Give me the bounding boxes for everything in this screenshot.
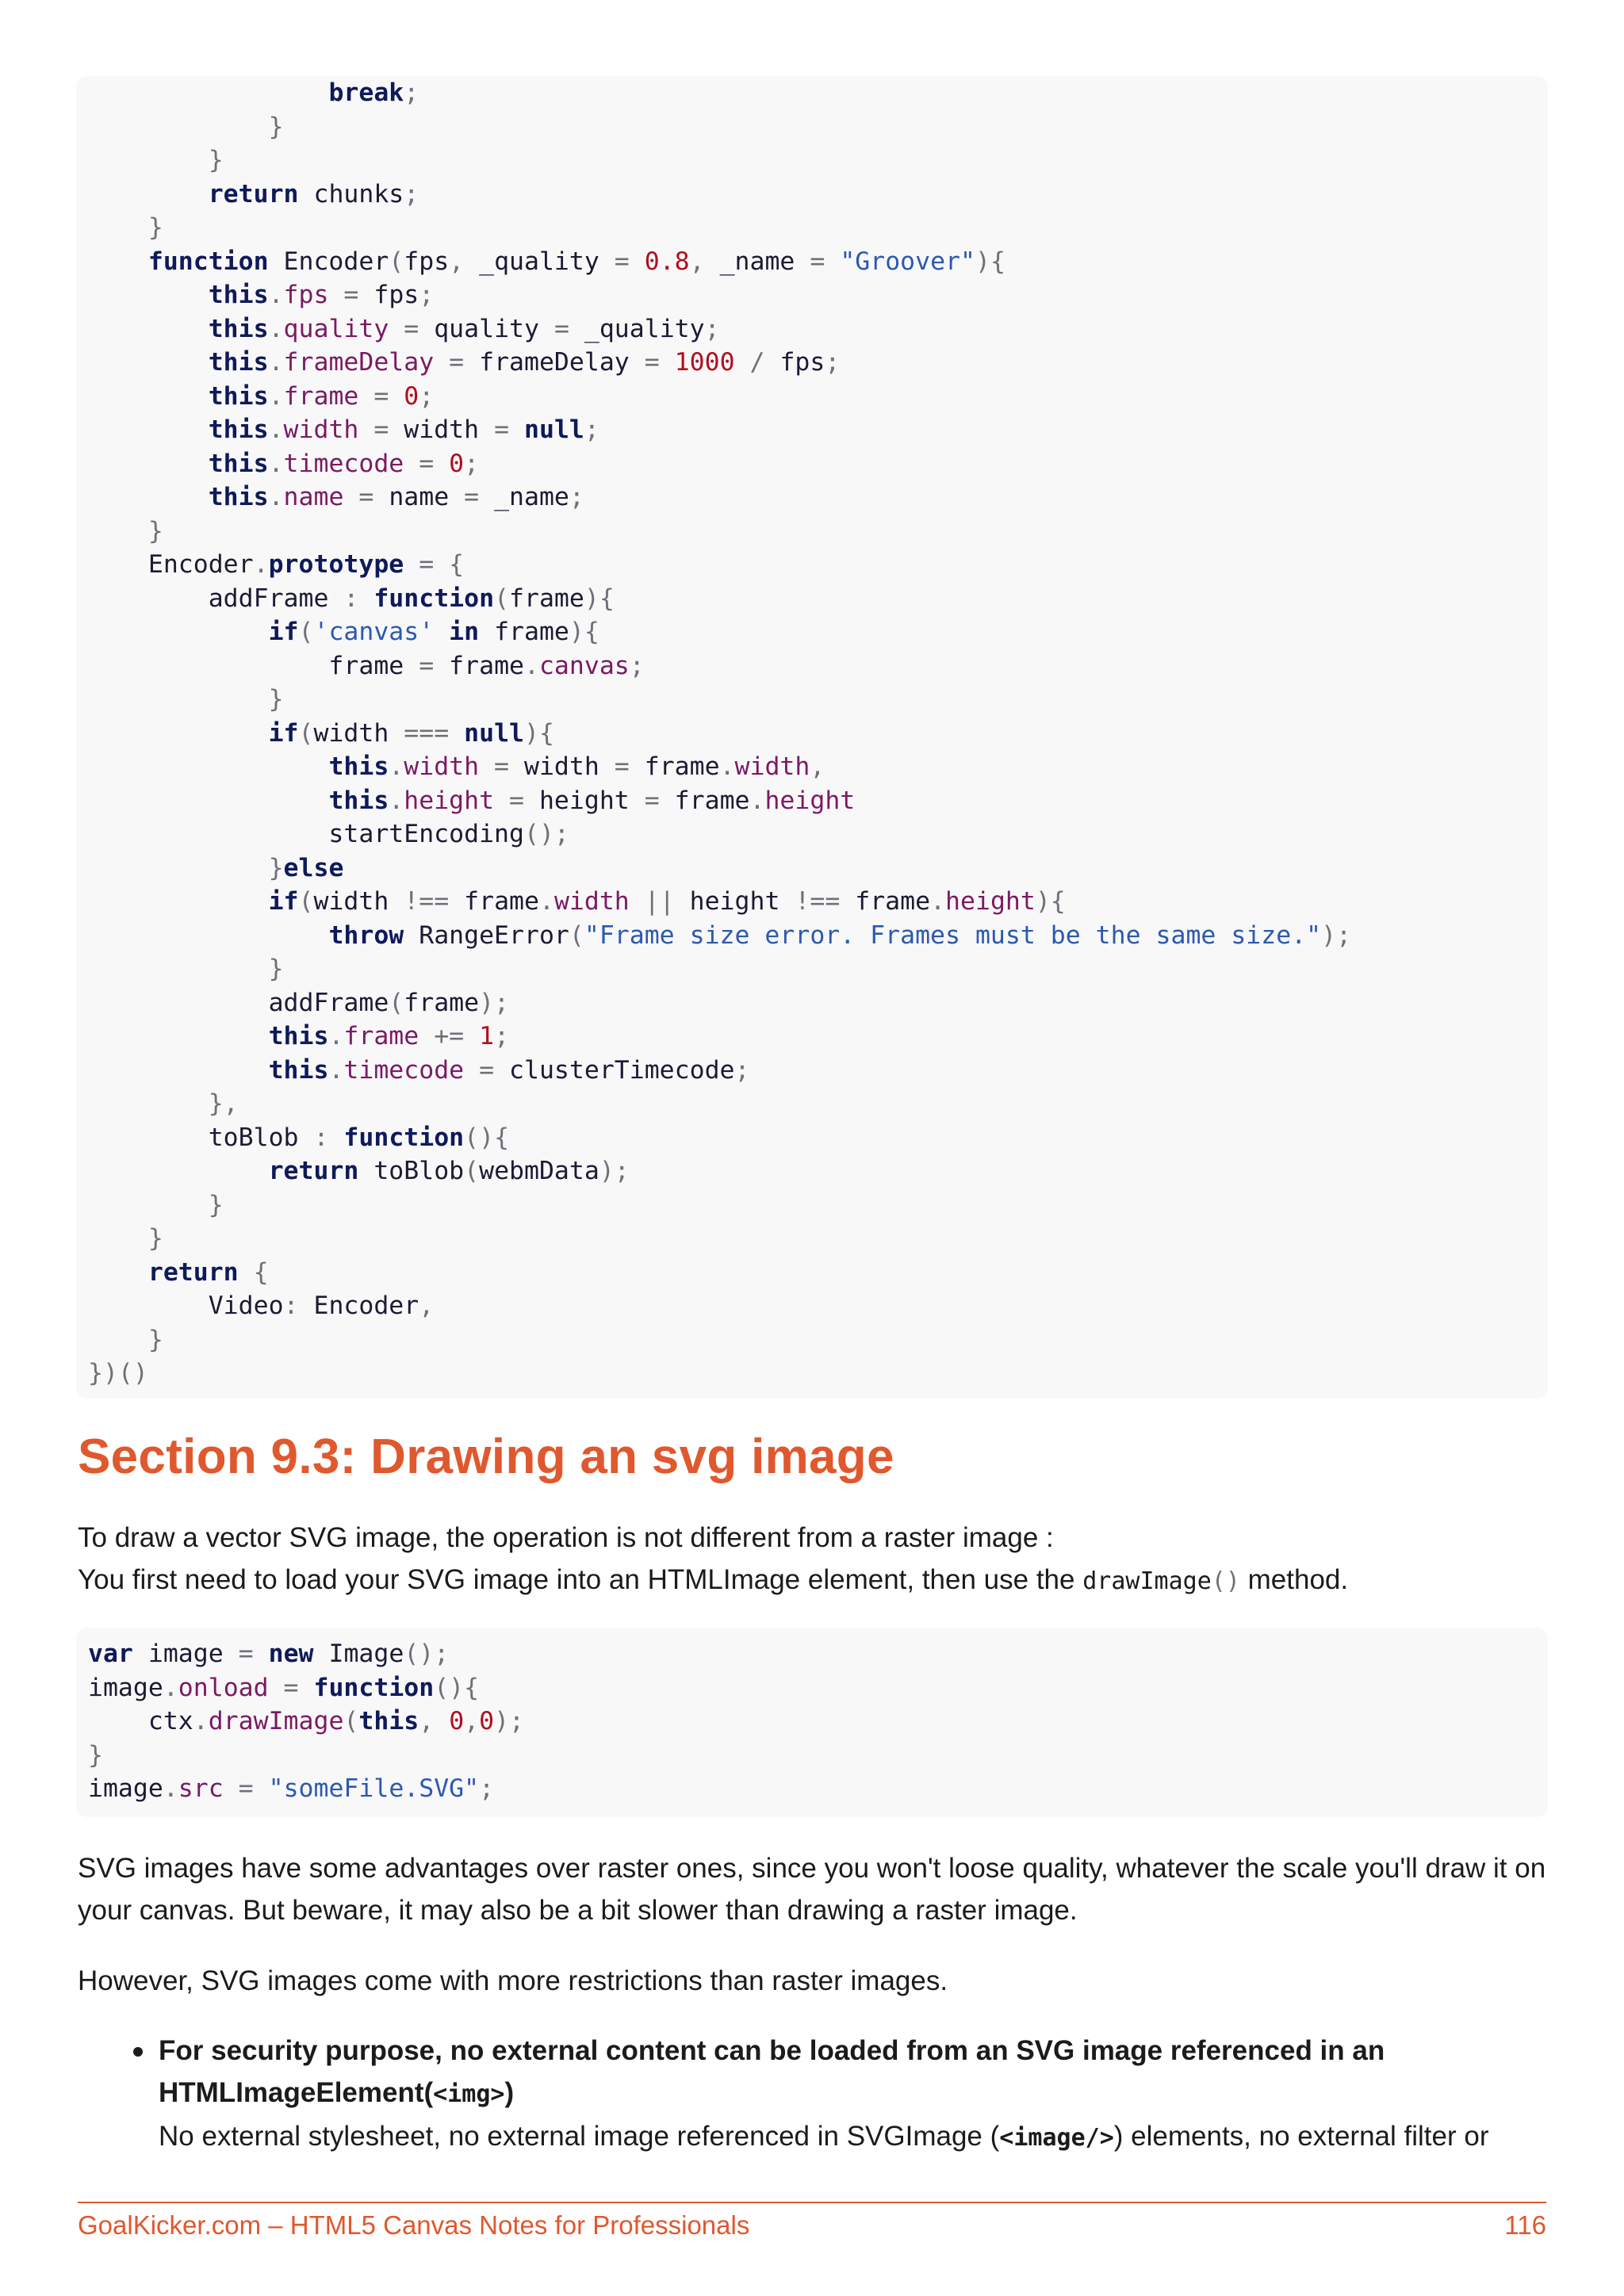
intro-line-2-text: You first need to load your SVG image into an HTMLImage element, then use the [78,1564,1083,1595]
list-item [159,2030,1554,2159]
code-line: this.width = width = null; [208,415,599,444]
intro-line-1: To draw a vector SVG image, the operation is not different from a raster image : [78,1522,1054,1553]
intro-line-2-tail: method. [1239,1564,1349,1595]
code-line: Encoder.prototype = { [88,550,465,579]
bullet-dot [133,2047,143,2057]
inline-code-img: <img> [433,2080,505,2108]
code-line: addFrame(frame); [88,988,510,1017]
code-line: } [88,1325,163,1354]
code-line: image.src = "someFile.SVG"; [88,1774,495,1803]
code-line: frame = frame.canvas; [88,651,645,680]
code-line: } [88,1190,224,1219]
code-line: function Encoder(fps, _quality = 0.8, _name = "Groover"){ [147,247,1005,276]
code-line: } [88,1224,163,1253]
code-line: throw RangeError("Frame size error. Frames must be the same size."); [328,920,1352,950]
code-line: return chunks; [208,179,419,209]
code-line: Video: Encoder, [88,1292,435,1320]
inline-code-image: <image/> [999,2124,1114,2152]
code-line: ctx.drawImage(this, 0,0); [88,1707,525,1735]
code-line: })() [88,1359,148,1387]
code-line: } [88,146,224,174]
code-line: var image = new Image(); [88,1640,450,1668]
restrictions-list [159,2030,1554,2159]
code-line: toBlob : function(){ [88,1123,510,1152]
section-title: Section 9.3: Drawing an svg image [78,1429,894,1484]
code-line: } [88,955,284,983]
code-block-svg-image [76,1628,1548,1817]
code-line: this.height = height = frame.height [328,786,856,815]
code-line: return { [147,1257,269,1287]
intro-paragraph [78,1517,1553,1602]
code-line: } [88,685,284,714]
advantages-paragraph: SVG images have some advantages over raster ones, since you won't loose quality, whatever the scale you'll draw it on your canvas. But beware, it may also be a bit slower than drawing a raster image. [78,1853,1546,1926]
bullet-heading: For security purpose, no external content can be loaded from an SVG image referenced in an HTMLImageElement(<img>) [159,2035,1385,2108]
code-line: if(width === null){ [268,718,554,748]
code-line: addFrame : function(frame){ [88,584,615,613]
code-line: } [88,1740,103,1770]
code-line: image.onload = function(){ [88,1673,480,1702]
code-line: this.fps = fps; [208,281,435,309]
code-line: } [88,112,284,141]
code-line: this.width = width = frame.width, [328,752,825,781]
code-line: this.timecode = 0; [208,449,480,478]
code-line: this.timecode = clusterTimecode; [268,1055,750,1085]
code-line: break; [328,78,419,107]
code-line: }else [88,853,344,882]
code-line: if('canvas' in frame){ [268,618,599,646]
code-line: this.name = name = _name; [208,483,584,511]
code-line: this.quality = quality = _quality; [208,314,720,343]
code-line: } [88,213,163,242]
code-line: this.frame = 0; [208,381,435,411]
code-line: this.frame += 1; [268,1022,510,1050]
restrictions-paragraph: However, SVG images come with more restrictions than raster images. [78,1965,948,1996]
bullet-body: No external stylesheet, no external image referenced in SVGImage (<image/>) elements, no external filter or [159,2121,1489,2152]
page-number: 116 [1504,2210,1546,2240]
code-line: startEncoding(); [88,820,569,848]
code-line: this.frameDelay = frameDelay = 1000 / fps; [208,348,841,377]
code-line: } [88,516,163,545]
code-line: if(width !== frame.width || height !== frame.height){ [268,887,1066,916]
code-line: }, [88,1089,239,1118]
code-line: return toBlob(webmData); [268,1157,630,1185]
inline-code-drawimage: drawImage() [1082,1567,1240,1595]
footer-book-title: GoalKicker.com – HTML5 Canvas Notes for Professionals [78,2210,750,2240]
code-block-encoder [76,76,1548,1399]
footer-divider [78,2202,1546,2203]
